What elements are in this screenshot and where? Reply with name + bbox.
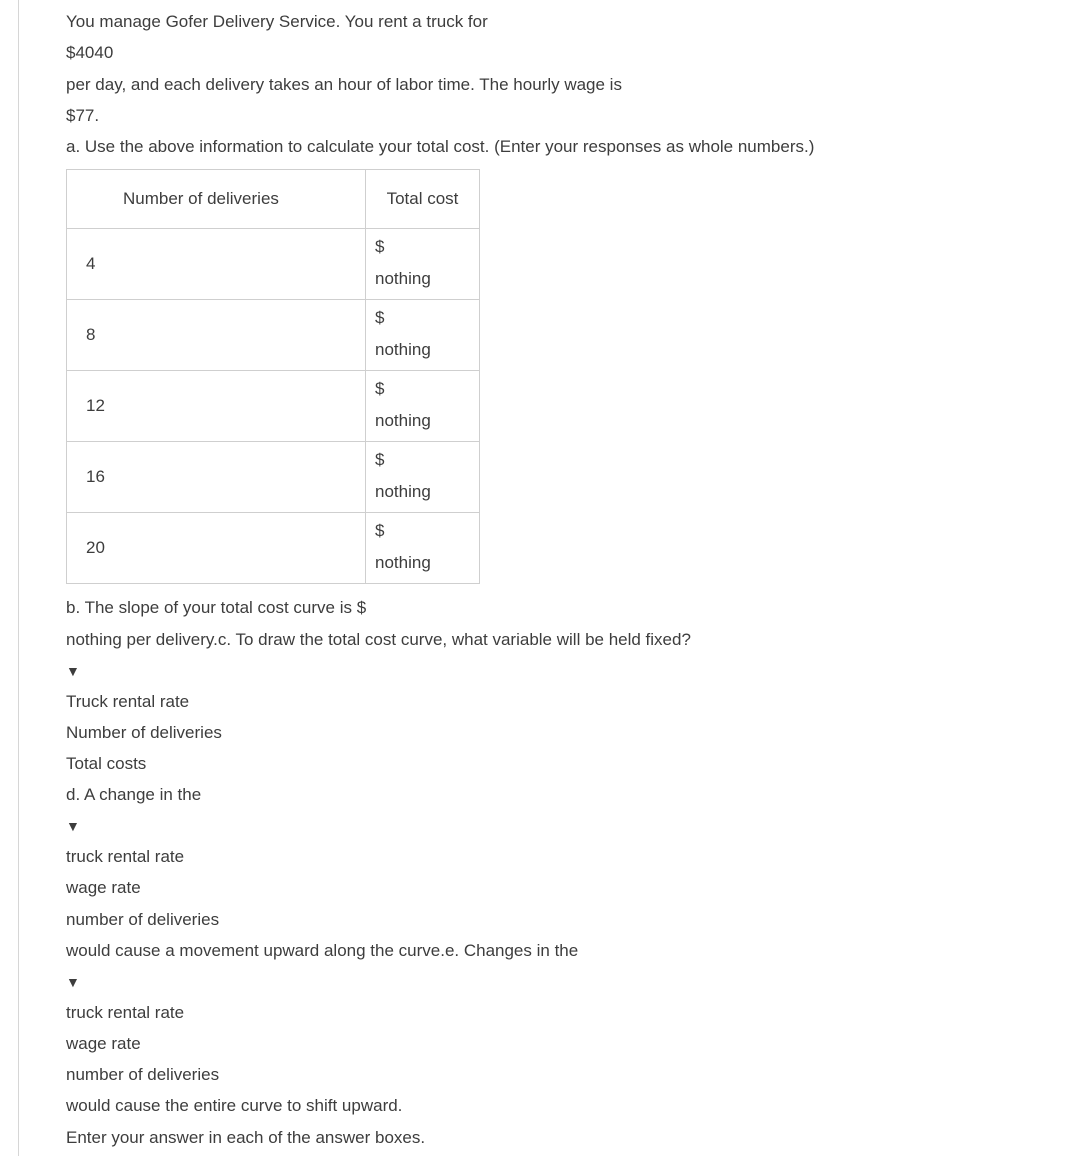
currency-symbol: $ (375, 378, 385, 398)
deliveries-cell: 4 (67, 229, 366, 300)
part-e-option[interactable]: wage rate (66, 1034, 141, 1053)
header-number-of-deliveries: Number of deliveries (67, 170, 366, 229)
deliveries-cell: 12 (67, 371, 366, 442)
table-row (67, 513, 480, 584)
currency-symbol: $ (375, 520, 385, 540)
intro-line-1: You manage Gofer Delivery Service. You rent a truck for (66, 12, 488, 31)
dropdown-arrow-icon[interactable]: ▼ (66, 974, 80, 990)
part-b-prompt: b. The slope of your total cost curve is $ (66, 598, 367, 617)
total-cost-cell (366, 513, 480, 584)
truck-rent-value: $4040 (66, 43, 114, 62)
table-row (67, 371, 480, 442)
deliveries-cell: 8 (67, 300, 366, 371)
part-d-continuation: would cause a movement upward along the curve.e. Changes in the (66, 941, 579, 960)
total-cost-answer-box[interactable]: nothing (375, 552, 431, 572)
table-row (67, 229, 480, 300)
part-e-continuation: would cause the entire curve to shift upward. (66, 1096, 403, 1115)
part-e-option[interactable]: truck rental rate (66, 1003, 185, 1022)
part-d-prompt: d. A change in the (66, 785, 202, 804)
table-header-row (67, 170, 480, 229)
part-d-option[interactable]: number of deliveries (66, 910, 220, 929)
part-d-option[interactable]: wage rate (66, 878, 141, 897)
total-cost-answer-box[interactable]: nothing (375, 410, 431, 430)
dropdown-arrow-icon[interactable]: ▼ (66, 818, 80, 834)
dropdown-arrow-icon[interactable]: ▼ (66, 663, 80, 679)
table-row (67, 442, 480, 513)
total-cost-cell (366, 229, 480, 300)
part-d-option[interactable]: truck rental rate (66, 847, 185, 866)
deliveries-cell: 16 (67, 442, 366, 513)
total-cost-cell (366, 371, 480, 442)
slope-answer-and-part-c-prompt[interactable]: nothing per delivery.c. To draw the total cost curve, what variable will be held fixed? (66, 630, 691, 649)
currency-symbol: $ (375, 307, 385, 327)
total-cost-answer-box[interactable]: nothing (375, 481, 431, 501)
wage-value: $77. (66, 106, 100, 125)
answer-instruction: Enter your answer in each of the answer boxes. (66, 1128, 426, 1147)
header-total-cost: Total cost (366, 170, 480, 229)
left-border (18, 0, 19, 1156)
part-e-option[interactable]: number of deliveries (66, 1065, 220, 1084)
total-cost-cell (366, 300, 480, 371)
currency-symbol: $ (375, 236, 385, 256)
deliveries-cell: 20 (67, 513, 366, 584)
total-cost-answer-box[interactable]: nothing (375, 268, 431, 288)
table-row (67, 300, 480, 371)
total-cost-table (66, 169, 480, 584)
part-c-option[interactable]: Total costs (66, 754, 147, 773)
part-c-option[interactable]: Number of deliveries (66, 723, 222, 742)
total-cost-answer-box[interactable]: nothing (375, 339, 431, 359)
intro-line-2: per day, and each delivery takes an hour of labor time. The hourly wage is (66, 75, 622, 94)
currency-symbol: $ (375, 449, 385, 469)
part-c-option[interactable]: Truck rental rate (66, 692, 190, 711)
total-cost-cell (366, 442, 480, 513)
part-a-prompt: a. Use the above information to calculate your total cost. (Enter your responses as whole numbers.) (66, 137, 815, 156)
